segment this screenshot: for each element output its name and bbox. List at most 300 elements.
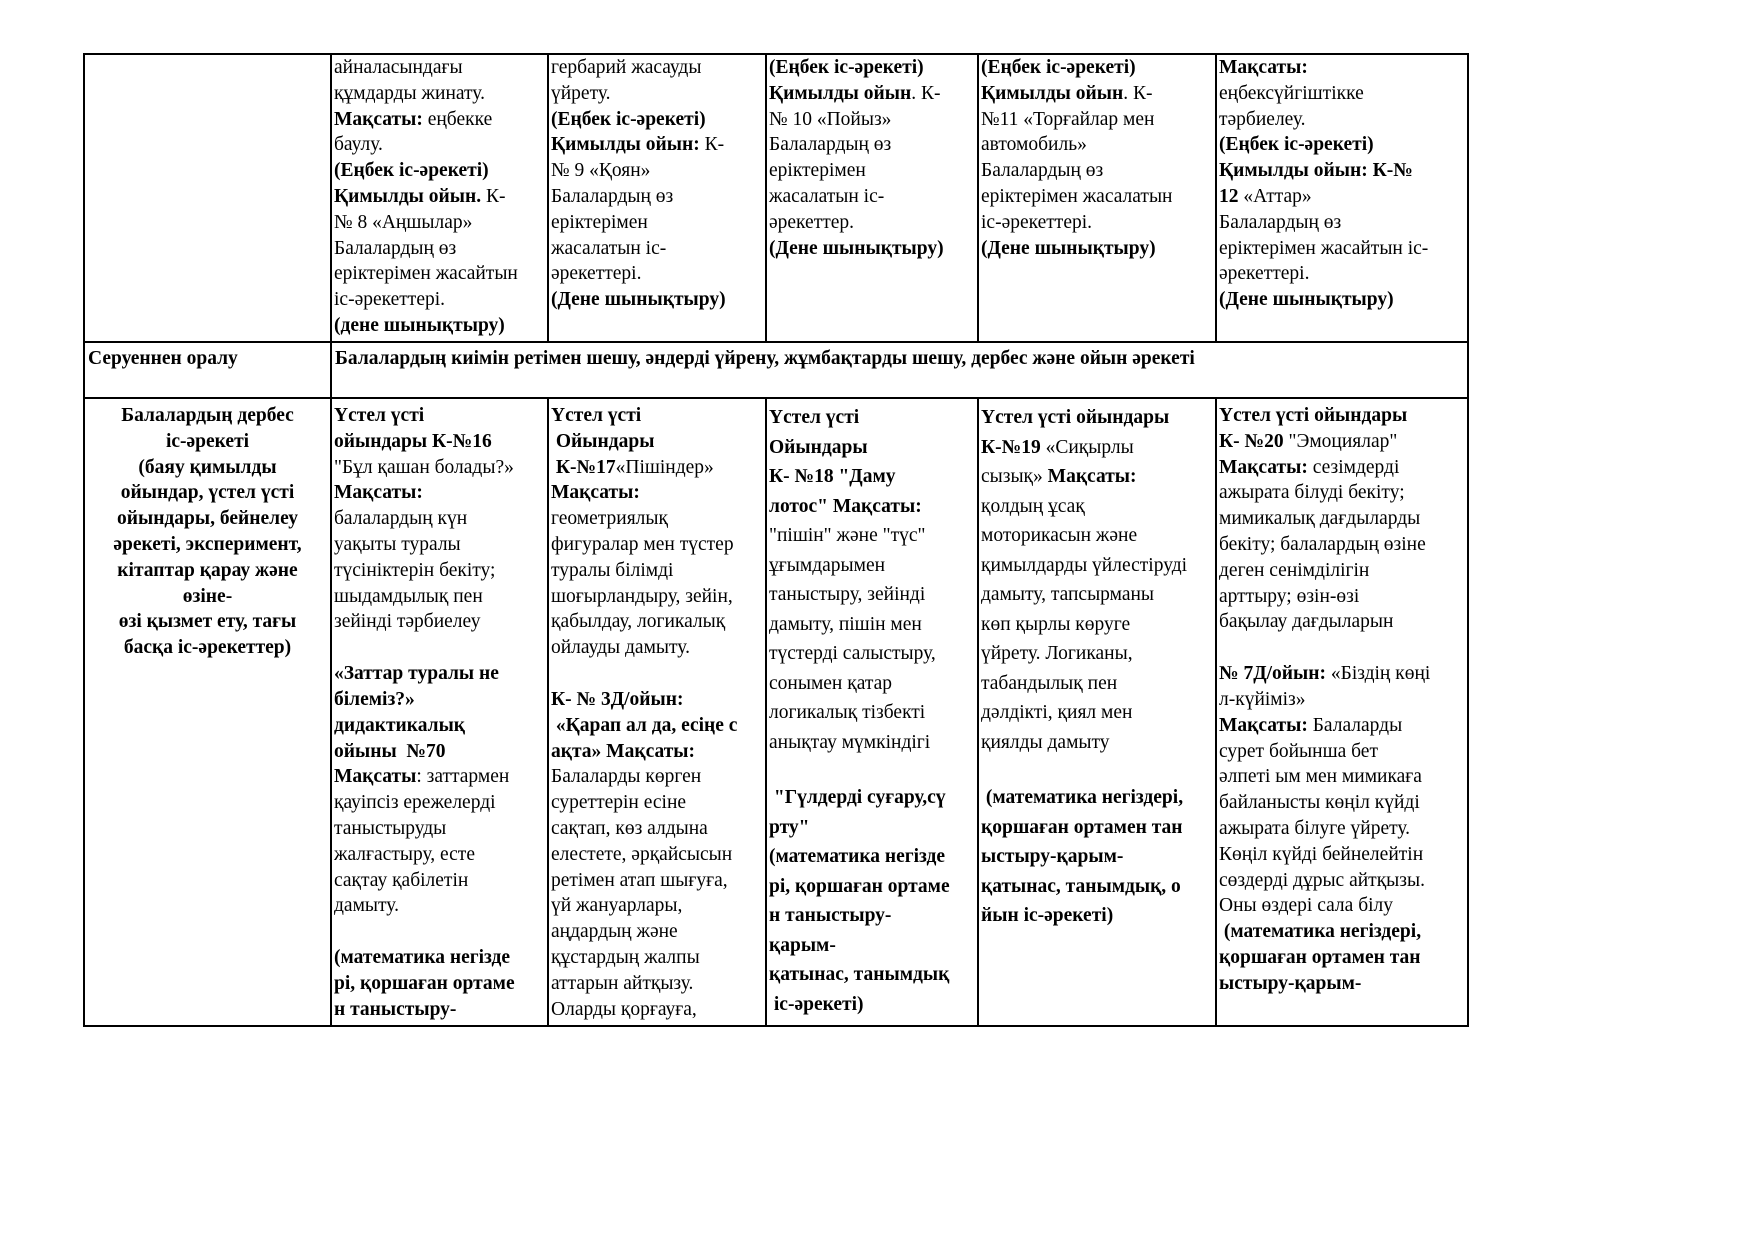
- bold-text: ақта» Мақсаты:: [551, 740, 696, 762]
- cell-line: [334, 429, 545, 455]
- cell-line: [769, 813, 975, 843]
- text: «Біздің көңі: [1326, 663, 1431, 685]
- cell-line: [981, 842, 1213, 872]
- cell-line: [981, 184, 1213, 210]
- text: ойлауды дамыту.: [551, 637, 690, 659]
- label-line: (баяу қимылды: [138, 456, 277, 478]
- text: әрекеттері.: [1219, 263, 1310, 285]
- cell-line: [551, 687, 763, 713]
- bold-text: Үстел үсті: [769, 407, 860, 428]
- text: Балалардың өз: [981, 160, 1104, 182]
- text: . К-: [1123, 82, 1153, 104]
- cell-line: [334, 480, 545, 506]
- text: анықтау мүмкіндігі: [769, 731, 931, 753]
- bold-text: Мақсаты: [334, 766, 417, 788]
- text: Балаларды көрген: [551, 766, 702, 788]
- text: түсініктерін бекіту;: [334, 559, 496, 581]
- cell-line: [551, 919, 763, 945]
- cell-line: [981, 158, 1213, 184]
- bold-text: қарым-: [769, 934, 836, 956]
- cell-line: [1219, 868, 1465, 894]
- cell-line: [1219, 661, 1465, 687]
- activity-cell-day4: [978, 398, 1216, 1026]
- text: еңбексүйгіштікке: [1219, 82, 1364, 104]
- bold-text: Мақсаты:: [334, 108, 423, 130]
- text: ұғымдарымен: [769, 554, 886, 576]
- cell-line: [769, 55, 975, 81]
- text: аңдардың және: [551, 921, 678, 943]
- bold-text: ыстыру-қарым-: [981, 846, 1124, 867]
- text: сезімдерді: [1307, 456, 1400, 478]
- cell-line: [1219, 635, 1465, 661]
- text: қимылдарды үйлестіруді: [981, 554, 1188, 576]
- bold-text: ойыны №70: [334, 740, 446, 762]
- cell-line: [551, 584, 763, 610]
- text: ретімен атап шығуға,: [551, 869, 728, 891]
- daily-plan-table: [83, 53, 1469, 1027]
- cell-line: [334, 584, 545, 610]
- bold-text: іс-әрекеті): [769, 993, 864, 1015]
- cell-line: [769, 757, 975, 783]
- bold-text: қоршаған ортамен тан: [1219, 946, 1421, 968]
- cell-line: [1219, 429, 1465, 455]
- cell-line: [551, 455, 763, 481]
- cell-line: [1219, 81, 1465, 107]
- bold-text: Қимылды ойын: [769, 82, 912, 104]
- bold-text: (Еңбек іс-әрекеті): [334, 160, 489, 182]
- text: . К-: [911, 82, 941, 104]
- bold-text: Үстел үсті: [334, 405, 425, 426]
- bold-text: К- №20: [1219, 430, 1284, 452]
- text: бақылау дағдыларын: [1219, 611, 1394, 633]
- text: құмдарды жинату.: [334, 82, 485, 104]
- text: сақтап, көз алдына: [551, 817, 708, 839]
- text: құстардың жалпы: [551, 946, 700, 968]
- bold-text: қоршаған ортамен тан: [981, 816, 1183, 838]
- text: № 8 «Аңшылар»: [334, 211, 473, 233]
- bold-text: Қимылды ойын: К-№: [1219, 160, 1413, 182]
- text: «Пішіндер»: [615, 456, 714, 478]
- cell-line: [981, 728, 1213, 758]
- cell-line: [981, 639, 1213, 669]
- cell-line: [551, 506, 763, 532]
- cell-line: [334, 506, 545, 532]
- text: қабылдау, логикалық: [551, 611, 726, 633]
- cell-line: [1219, 132, 1465, 158]
- text: жасалатын іс-: [551, 237, 667, 259]
- text: Балалардың өз: [334, 237, 457, 259]
- bold-text: 12: [1219, 185, 1239, 207]
- cell-line: [769, 210, 975, 236]
- bold-text: (Дене шынықтыру): [769, 237, 944, 259]
- cell-line: [551, 158, 763, 184]
- cell-line: [334, 893, 545, 919]
- cell-line: [981, 610, 1213, 640]
- cell-line: [551, 210, 763, 236]
- cell-line: [334, 790, 545, 816]
- text: дамыту, пішін мен: [769, 613, 922, 635]
- text: әлпеті ым мен мимикаға: [1219, 766, 1422, 788]
- cell-line: [769, 158, 975, 184]
- cell-line: [981, 698, 1213, 728]
- cell-line: [1219, 261, 1465, 287]
- text: моторикасын және: [981, 525, 1138, 546]
- cell-line: [334, 455, 545, 481]
- cell-line: [769, 698, 975, 728]
- cell-line: [551, 661, 763, 687]
- cell-line: [551, 236, 763, 262]
- text: әрекеттер.: [769, 211, 855, 233]
- cell-line: [769, 580, 975, 610]
- bold-text: Мақсаты:: [1047, 466, 1137, 487]
- cell-line: [1219, 55, 1465, 81]
- cell-line: [981, 783, 1213, 813]
- cell-line: [1219, 455, 1465, 481]
- text: гербарий жасауды: [551, 57, 702, 78]
- bold-text: қатынас, танымдық, о: [981, 875, 1181, 897]
- text: дамыту, тапсырманы: [981, 584, 1155, 605]
- cell-line: [769, 132, 975, 158]
- bold-text: Мақсаты:: [551, 482, 640, 504]
- cell-line: [334, 403, 545, 429]
- cell-line: [769, 107, 975, 133]
- cell-line: [334, 55, 545, 81]
- bold-text: К-№17: [551, 456, 616, 478]
- text: еріктерімен жасалатын: [981, 185, 1173, 207]
- cell-line: [1219, 739, 1465, 765]
- text: фигуралар мен түстер: [551, 533, 734, 555]
- cell-line: [551, 971, 763, 997]
- cell-line: [551, 107, 763, 133]
- cell-line: [769, 639, 975, 669]
- text: байланысты көңіл күйді: [1219, 792, 1420, 814]
- cell-line: [334, 997, 545, 1023]
- cell-line: [1219, 506, 1465, 532]
- cell-line: [334, 287, 545, 313]
- text: Балалардың өз: [769, 134, 892, 156]
- text: еріктерімен жасайтын: [334, 263, 518, 285]
- bold-text: ойындары К-№16: [334, 430, 492, 452]
- bold-text: н таныстыру-: [334, 998, 457, 1020]
- activity-row: [84, 54, 1468, 342]
- text: Оларды қорғауға,: [551, 998, 697, 1020]
- text: сызық»: [981, 466, 1048, 487]
- cell-line: [1219, 532, 1465, 558]
- cell-line: [334, 81, 545, 107]
- bold-text: Ойындары: [551, 430, 655, 452]
- text: уақыты туралы: [334, 533, 461, 555]
- activity-cell-day3: [766, 398, 978, 1026]
- text: іс-әрекеттері.: [981, 211, 1093, 233]
- text: аттарын айтқызу.: [551, 972, 694, 994]
- cell-line: [981, 462, 1213, 492]
- cell-line: [334, 558, 545, 584]
- text: зейінді тәрбиелеу: [334, 611, 481, 633]
- label-line: кітаптар қарау және: [117, 559, 298, 581]
- bold-text: (Дене шынықтыру): [981, 237, 1156, 259]
- cell-line: [981, 492, 1213, 522]
- text: еңбекке: [422, 108, 493, 130]
- text: "Бұл қашан болады?»: [334, 456, 514, 478]
- cell-line: [1219, 287, 1465, 313]
- cell-line: [981, 236, 1213, 262]
- text: айналасындағы: [334, 57, 463, 78]
- text: жасалатын іс-: [769, 185, 885, 207]
- cell-line: [769, 610, 975, 640]
- cell-line: [769, 492, 975, 522]
- cell-line: [1219, 609, 1465, 635]
- bold-text: (Еңбек іс-әрекеті): [551, 108, 706, 130]
- bold-text: ыстыру-қарым-: [1219, 972, 1362, 994]
- bold-text: қатынас, танымдық: [769, 964, 950, 985]
- cell-line: [981, 757, 1213, 783]
- cell-line: [551, 609, 763, 635]
- text: "Эмоциялар": [1283, 430, 1398, 452]
- cell-line: [334, 261, 545, 287]
- text: тәрбиелеу.: [1219, 108, 1306, 130]
- cell-line: [551, 945, 763, 971]
- cell-line: [981, 901, 1213, 931]
- cell-line: [981, 403, 1213, 433]
- cell-line: [769, 931, 975, 961]
- cell-line: [1219, 790, 1465, 816]
- text: суреттерін есіне: [551, 792, 687, 814]
- bold-text: (Еңбек іс-әрекеті): [1219, 134, 1374, 156]
- cell-line: [981, 132, 1213, 158]
- text: бекіту; балалардың өзіне: [1219, 533, 1426, 555]
- cell-line: [334, 609, 545, 635]
- cell-line: [1219, 210, 1465, 236]
- bold-text: рі, қоршаған ортаме: [334, 972, 515, 994]
- bold-text: Үстел үсті: [551, 405, 642, 426]
- text: еріктерімен жасайтын іс-: [1219, 237, 1429, 259]
- text: деген сенімділігін: [1219, 559, 1370, 581]
- cell-line: [551, 816, 763, 842]
- bold-text: (математика негізде: [769, 846, 946, 867]
- cell-line: [334, 107, 545, 133]
- text: шоғырландыру, зейін,: [551, 585, 733, 607]
- cell-line: [981, 551, 1213, 581]
- cell-line: [1219, 558, 1465, 584]
- cell-line: [769, 960, 975, 990]
- bold-text: Қимылды ойын: [981, 82, 1124, 104]
- cell-line: [334, 739, 545, 765]
- text: автомобиль»: [981, 134, 1087, 156]
- text: еріктерімен: [769, 160, 866, 182]
- bold-text: Мақсаты:: [1219, 456, 1308, 478]
- text: арттыру; өзін-өзі: [1219, 585, 1360, 607]
- cell-line: [981, 669, 1213, 699]
- cell-line: [769, 990, 975, 1020]
- cell-line: [551, 287, 763, 313]
- cell-line: [769, 872, 975, 902]
- text: жалғастыру, есте: [334, 843, 475, 865]
- cell-line: [551, 764, 763, 790]
- label-line: өзіне-: [182, 585, 233, 607]
- cell-line: [334, 945, 545, 971]
- bold-text: Қимылды ойын.: [334, 185, 482, 207]
- text: сақтау қабілетін: [334, 869, 469, 891]
- bold-text: йын іс-әрекеті): [981, 905, 1114, 926]
- cell-line: [769, 236, 975, 262]
- cell-line: [769, 669, 975, 699]
- text: сурет бойынша бет: [1219, 740, 1378, 762]
- cell-line: [551, 842, 763, 868]
- walk-cell-day5: [1216, 54, 1468, 342]
- activity-cell-day5: [1216, 398, 1468, 1026]
- cell-line: [769, 403, 975, 433]
- cell-line: [769, 901, 975, 931]
- cell-line: [1219, 687, 1465, 713]
- cell-line: [551, 558, 763, 584]
- cell-line: [769, 551, 975, 581]
- independent-activity-label: [84, 398, 331, 1026]
- cell-line: [551, 532, 763, 558]
- text: қолдың ұсақ: [981, 495, 1085, 517]
- cell-line: [1219, 919, 1465, 945]
- bold-text: Ойындары: [769, 436, 868, 458]
- cell-line: [769, 783, 975, 813]
- return-from-walk-label: Серуеннен оралу: [84, 342, 331, 398]
- text: л-күйіміз»: [1219, 688, 1306, 710]
- cell-line: [1219, 842, 1465, 868]
- text: сөздерді дұрыс айтқызы.: [1219, 869, 1425, 891]
- walk-cell-day4: [978, 54, 1216, 342]
- activity-cell-day1: [331, 398, 548, 1026]
- return-from-walk-row: [84, 342, 1468, 398]
- cell-line: [551, 739, 763, 765]
- text: шыдамдылық пен: [334, 585, 483, 607]
- text: дәлдікті, қиял мен: [981, 702, 1133, 723]
- text: Оны өздері сала білу: [1219, 895, 1394, 917]
- cell-line: [981, 813, 1213, 843]
- text: қауіпсіз ережелерді: [334, 792, 496, 814]
- cell-line: [551, 868, 763, 894]
- activity-cell-day2: [548, 398, 766, 1026]
- cell-line: [981, 580, 1213, 610]
- cell-line: [551, 55, 763, 81]
- cell-line: [551, 893, 763, 919]
- text: дамыту.: [334, 895, 399, 917]
- text: елестете, әрқайсысын: [551, 843, 733, 865]
- cell-line: [334, 532, 545, 558]
- bold-text: (дене шынықтыру): [334, 314, 505, 336]
- cell-line: [981, 521, 1213, 551]
- text: №11 «Торғайлар мен: [981, 108, 1155, 130]
- text: үйрету. Логиканы,: [981, 643, 1133, 664]
- independent-activity-label-lines: [87, 403, 328, 661]
- text: үй жануарлары,: [551, 895, 683, 917]
- text: Балаларды: [1307, 714, 1403, 736]
- cell-line: [551, 81, 763, 107]
- cell-line: [334, 132, 545, 158]
- bold-text: Қимылды ойын:: [551, 134, 700, 156]
- text: баулу.: [334, 134, 383, 156]
- bold-text: лотос" Мақсаты:: [769, 495, 922, 517]
- bold-text: Мақсаты:: [334, 482, 423, 504]
- cell-line: [334, 635, 545, 661]
- text: "пішін" және "түс": [769, 525, 926, 546]
- bold-text: К- №18 "Даму: [769, 466, 896, 487]
- cell-line: [769, 521, 975, 551]
- text: мимикалық дағдыларды: [1219, 508, 1421, 530]
- text: іс-әрекеттері.: [334, 289, 446, 311]
- bold-text: (Еңбек іс-әрекеті): [981, 57, 1136, 78]
- cell-line: [551, 480, 763, 506]
- cell-line: [981, 210, 1213, 236]
- cell-line: [551, 403, 763, 429]
- bold-text: (математика негіздері,: [981, 787, 1184, 808]
- cell-line: [334, 764, 545, 790]
- bold-text: рі, қоршаған ортаме: [769, 875, 950, 897]
- cell-line: [981, 55, 1213, 81]
- text: көп қырлы көруге: [981, 613, 1131, 635]
- cell-line: [981, 81, 1213, 107]
- cell-line: [334, 236, 545, 262]
- bold-text: (Еңбек іс-әрекеті): [769, 57, 924, 78]
- text: «Сиқырлы: [1040, 436, 1134, 458]
- text: К-: [481, 185, 506, 207]
- cell-line: [334, 184, 545, 210]
- cell-line: [1219, 236, 1465, 262]
- cell-line: [551, 261, 763, 287]
- text: үйрету.: [551, 82, 611, 104]
- bold-text: «Заттар туралы не: [334, 663, 499, 685]
- text: табандылық пен: [981, 672, 1118, 694]
- cell-line: [1219, 816, 1465, 842]
- text: К-: [699, 134, 725, 156]
- bold-text: (математика негіздері,: [1219, 921, 1422, 943]
- text: балалардың күн: [334, 508, 468, 530]
- cell-line: [769, 81, 975, 107]
- cell-line: [551, 184, 763, 210]
- cell-line: [769, 433, 975, 463]
- cell-line: [1219, 107, 1465, 133]
- cell-line: [981, 433, 1213, 463]
- label-line: ойындары, бейнелеу: [116, 508, 298, 530]
- cell-line: [1219, 764, 1465, 790]
- bold-text: Үстел үсті ойындары: [1219, 405, 1408, 426]
- cell-line: [334, 210, 545, 236]
- independent-activity-row: [84, 398, 1468, 1026]
- text: : заттармен: [416, 766, 510, 788]
- label-line: ойындар, үстел үсті: [120, 482, 295, 504]
- cell-line: [334, 971, 545, 997]
- bold-text: (математика негізде: [334, 947, 511, 969]
- bold-text: Мақсаты:: [1219, 57, 1308, 78]
- bold-text: н таныстыру-: [769, 905, 892, 926]
- label-line: Балалардың дербес: [121, 405, 294, 426]
- cell-line: [1219, 893, 1465, 919]
- cell-line: [769, 842, 975, 872]
- cell-line: [1219, 403, 1465, 429]
- text: Балалардың өз: [1219, 211, 1342, 233]
- cell-line: [334, 868, 545, 894]
- cell-line: [551, 790, 763, 816]
- bold-text: (Дене шынықтыру): [1219, 289, 1394, 311]
- cell-line: [551, 429, 763, 455]
- text: қиялды дамыту: [981, 731, 1110, 753]
- cell-line: [334, 713, 545, 739]
- text: геометриялық: [551, 508, 668, 530]
- cell-line: [981, 107, 1213, 133]
- bold-text: дидактикалық: [334, 714, 466, 736]
- label-line: өзі қызмет ету, тағы: [118, 611, 297, 633]
- cell-line: [769, 184, 975, 210]
- cell-line: [334, 687, 545, 713]
- text: Көңіл күйді бейнелейтін: [1219, 843, 1424, 865]
- cell-line: [1219, 184, 1465, 210]
